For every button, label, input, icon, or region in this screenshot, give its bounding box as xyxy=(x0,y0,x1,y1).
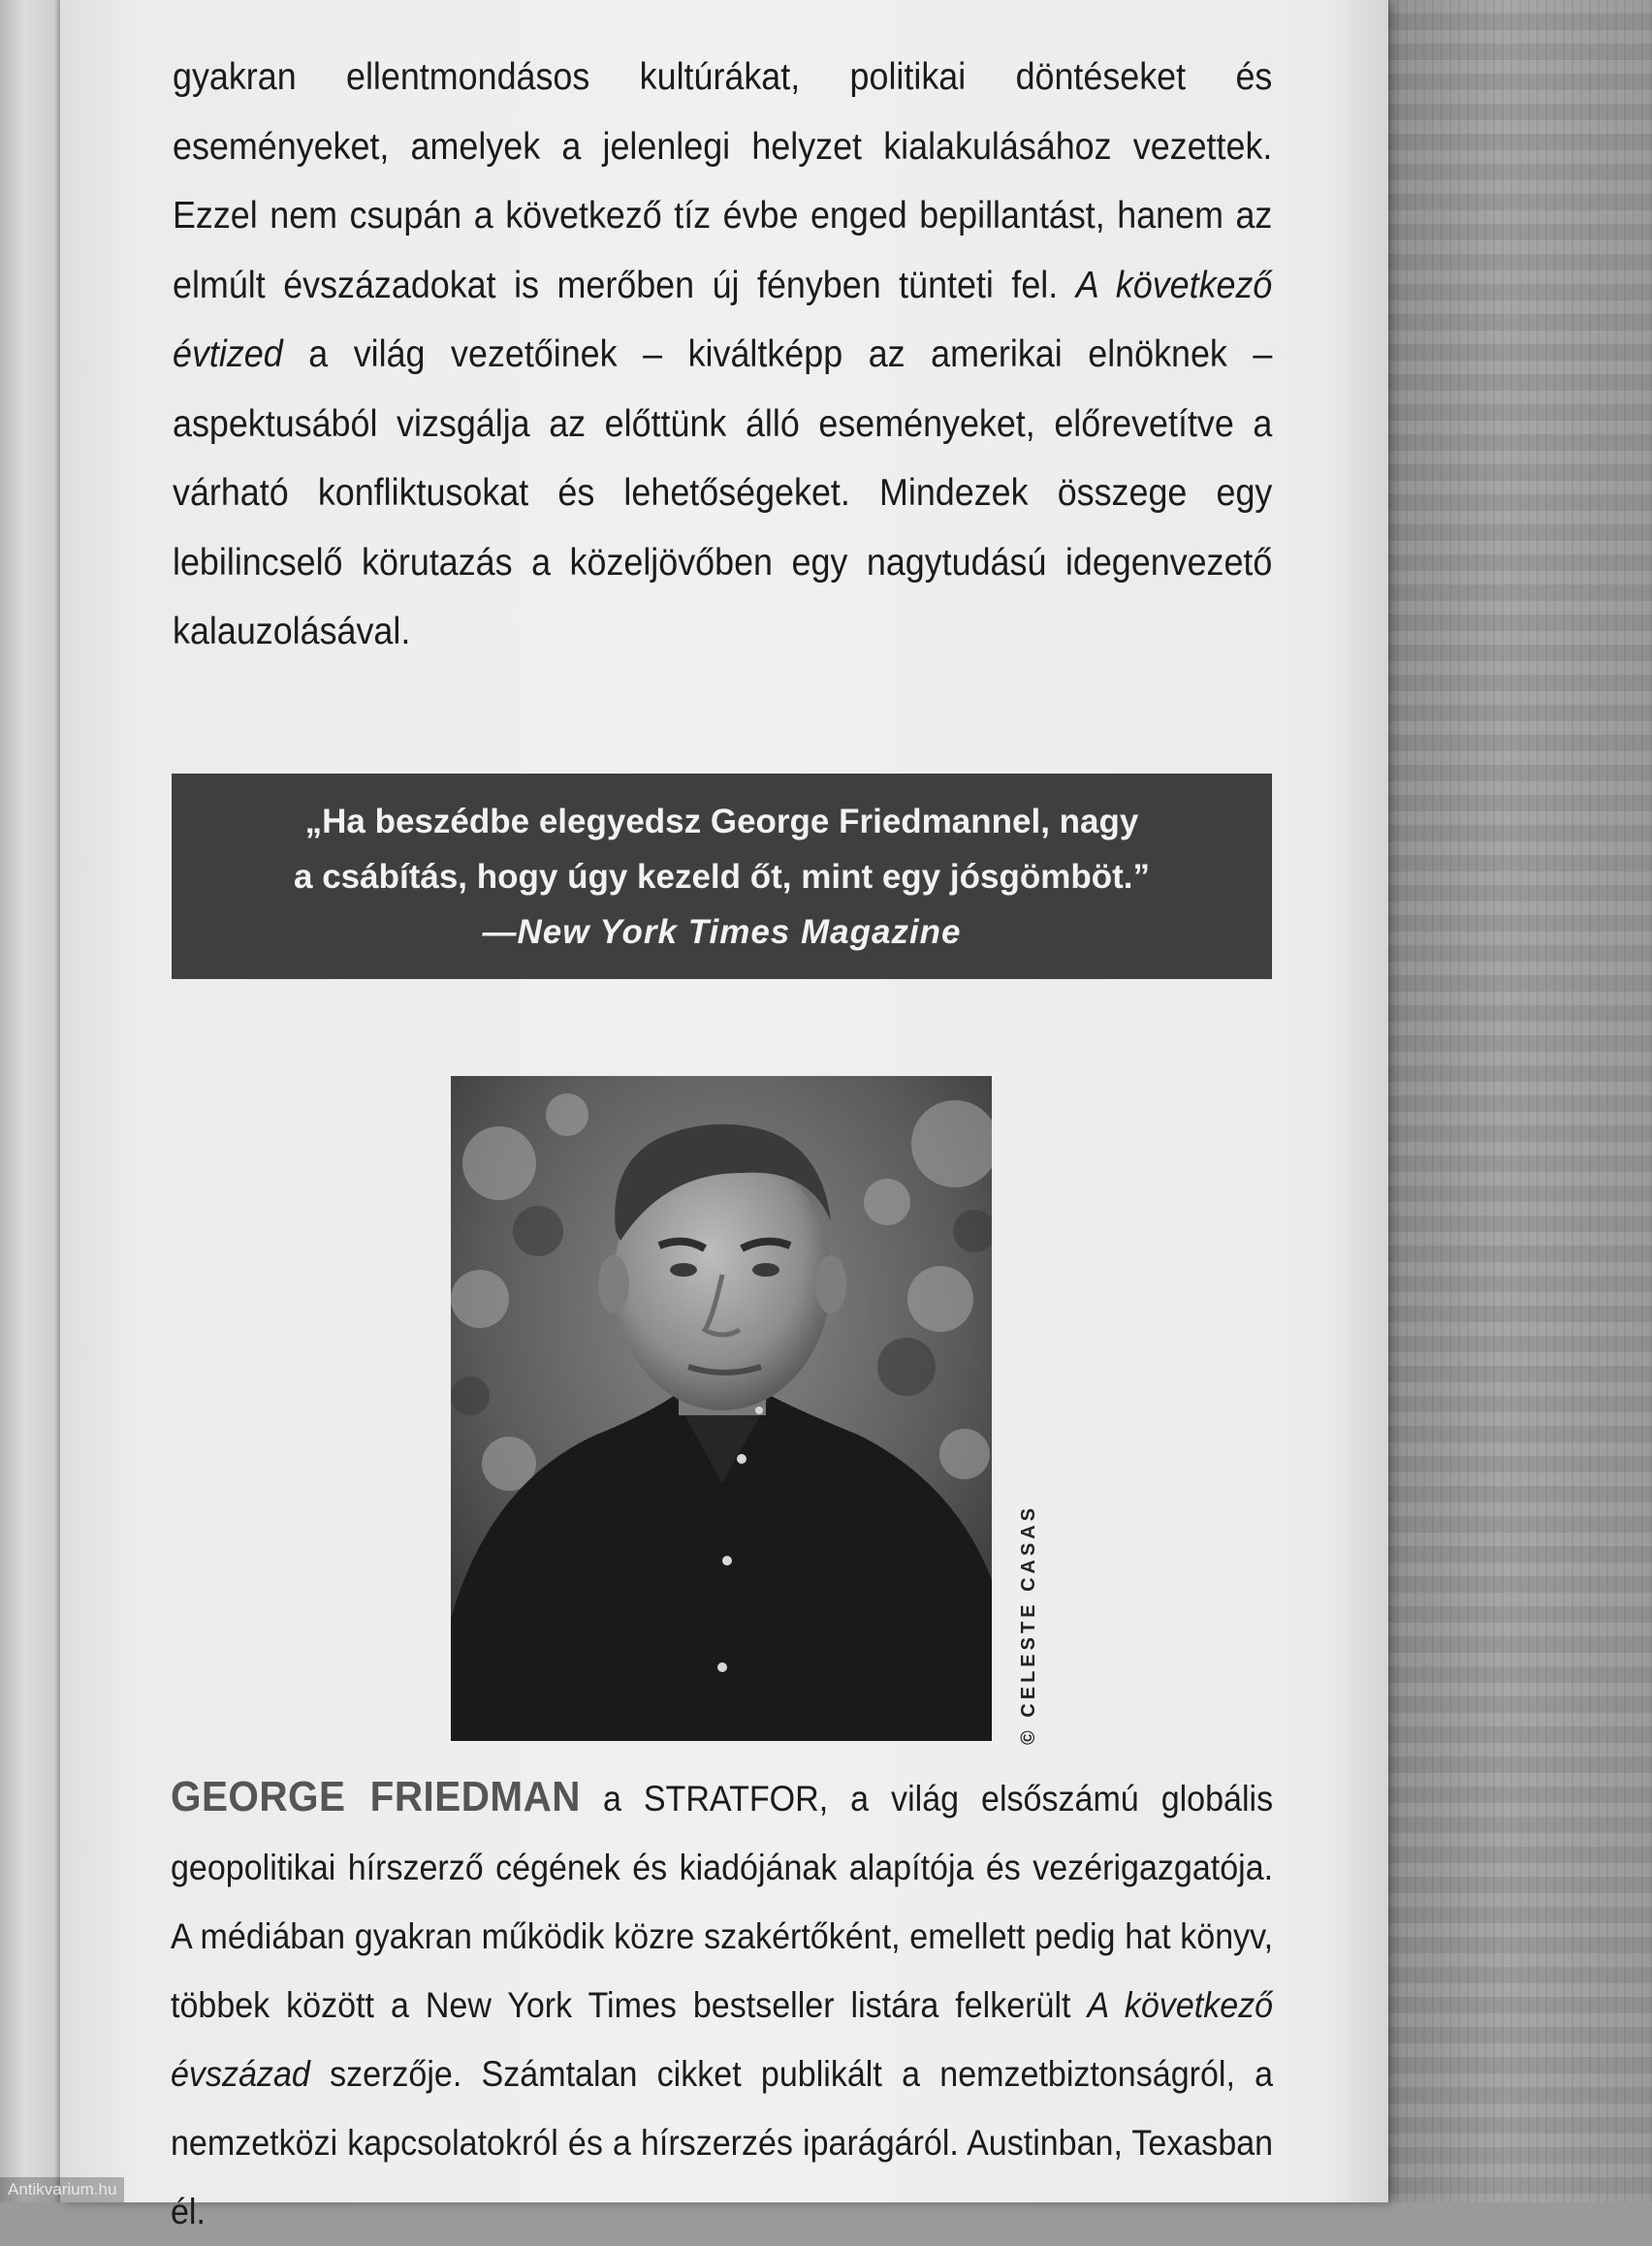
wood-background xyxy=(1388,0,1652,2202)
author-portrait-illustration xyxy=(451,1076,992,1741)
quote-box xyxy=(172,774,1272,979)
intro-text-1: gyakran ellentmondásos kultúrákat, politikai döntéseket és eseményeket, amelyek a jelenlegi helyzet kialakulásához vezettek. Ezzel nem csupán a következő tíz évbe enged bepillantást, hanem az elmúlt évszázadokat is merőben új fényben tünteti fel. xyxy=(173,56,1273,306)
quote-line-2: a csábítás, hogy úgy kezeld őt, mint egy jósgömböt.” xyxy=(294,857,1150,896)
adjacent-page-edge xyxy=(0,0,60,2202)
author-name: GEORGE FRIEDMAN xyxy=(171,1773,581,1820)
intro-paragraph xyxy=(173,43,1272,667)
bio-text-1: a STRATFOR, a világ elsőszámú globális geopolitikai hírszerző cégének és kiadójának alapítója és vezérigazgatója. A médiában gyakran működik közre szakértőként, emellett pedig hat könyv, többek között a New York Times bestseller listára felkerült xyxy=(171,1779,1274,2025)
author-bio xyxy=(171,1762,1273,2246)
quote-line-1: „Ha beszédbe elegyedsz George Friedmannel, nagy xyxy=(304,802,1139,840)
intro-book-title: A következő évtized xyxy=(173,264,1273,375)
bio-book-title: A következő évszázad xyxy=(171,1985,1274,2094)
site-watermark: Antikvarium.hu xyxy=(0,2177,124,2202)
intro-text-2: a világ vezetőinek – kiváltképp az amerikai elnöknek – aspektusából vizsgálja az előttünk álló eseményeket, előrevetítve a várható konfliktusokat és lehetőségeket. Mindezek összege egy lebilincselő körutazás a közeljövőben egy nagytudású idegenvezető kalauzolásával. xyxy=(173,333,1273,652)
photo-credit: © CELESTE CASAS xyxy=(1018,1503,1039,1745)
quote-source: —New York Times Magazine xyxy=(482,912,962,951)
author-photo xyxy=(451,1076,992,1741)
bio-text-2: szerzője. Számtalan cikket publikált a nemzetbiztonságról, a nemzetközi kapcsolatokról és a hírszerzés iparágáról. Austinban, Texasban él. xyxy=(171,2054,1274,2231)
